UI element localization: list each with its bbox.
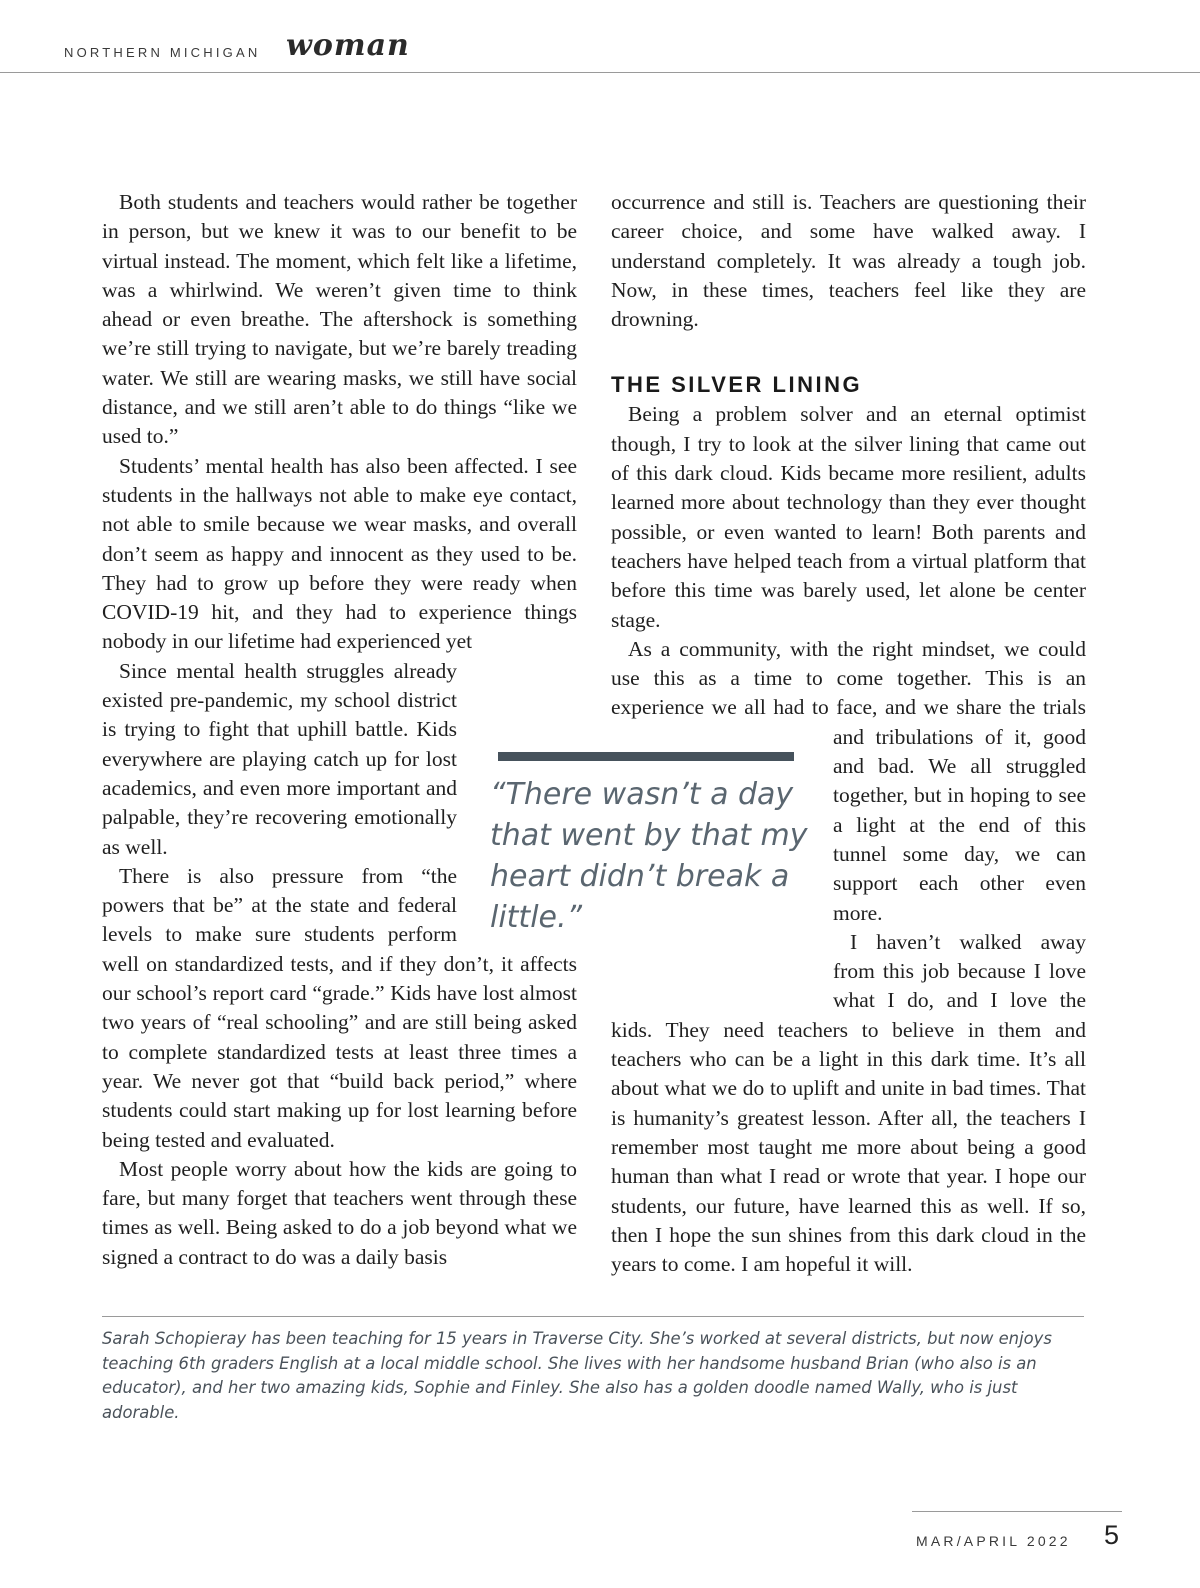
paragraph: Since mental health struggles already existed pre-pandemic, my school district is trying to fight that uphill battle. Kids everywhere are playing catch up for lost academics, and even more important and palpable, they’re recovering emotionally as well. (102, 657, 577, 862)
paragraph: Most people worry about how the kids are going to fare, but many forget that teachers went through these times as well. Being asked to do a job beyond what we signed a contract to do was a daily basis (102, 1156, 577, 1269)
page-header (0, 0, 1200, 73)
author-bio: Sarah Schopieray has been teaching for 15 years in Traverse City. She’s worked at several districts, but now enjoys teaching 6th graders English at a local middle school. She lives with her handsome husband Brian (who also is an educator), and her two amazing kids, Sophie and Finley. She also has a golden doodle named Wally, who is just adorable. (102, 1329, 1052, 1422)
pull-quote: “There wasn’t a day that went by that my heart didn’t break a little.” (490, 777, 808, 935)
page-number: 5 (1104, 1520, 1120, 1550)
paragraph: occurrence and still is. Teachers are questioning their career choice, and some have walked away. I understand completely. It was already a tough job. Now, in these times, teachers feel like they are drowning. (611, 190, 1086, 332)
article-column-right (611, 188, 1086, 1279)
paragraph: Both students and teachers would rather be together in person, but we knew it was to our benefit to be virtual instead. The moment, which felt like a lifetime, was a whirlwind. We weren’t given time to think ahead or even breathe. The aftershock is something we’re still trying to navigate, but we’re barely treading water. We still are wearing masks, we still have social distance, and we still aren’t able to do things “like we used to.” (102, 190, 577, 449)
paragraph: I haven’t walked away from this job because I love what I do, and I love the kids. They need teachers to believe in them and teachers who can be a light in this dark time. It’s all about what we do to uplift and unite in bad times. That is humanity’s greatest lesson. After all, the teachers I remember most taught me more about being a good human than what I read or wrote that year. I hope our students, our future, have learned this as well. If so, then I hope the sun shines from this dark cloud in the years to come. I am hopeful it will. (611, 929, 1086, 1277)
bio-divider (102, 1316, 1084, 1317)
pull-quote-rule (498, 752, 794, 761)
paragraph: As a community, with the right mindset, we could use this as a time to come together. This is an experience we all had to face, and we share the trials and tribulations of it, good and bad. We all struggled together, but in hoping to see a light at the end of this tunnel some day, we can support each other even more. (611, 635, 1086, 928)
footer-divider (912, 1511, 1122, 1512)
magazine-script-logo: woman (286, 28, 410, 63)
paragraph: Being a problem solver and an eternal optimist though, I try to look at the silver lining that came out of this dark cloud. Kids became more resilient, adults learned more about technology than they ever thought possible, or even wanted to learn! Both parents and teachers have helped teach from a virtual platform that before this time was barely used, let alone be center stage. (611, 402, 1086, 632)
paragraph: Students’ mental health has also been affected. I see students in the hallways not able to make eye contact, not able to smile because we wear masks, and overall don’t seem as happy and innocent as they used to be. They had to grow up before they were ready when COVID-19 hit, and they had to experience things nobody in our lifetime had experienced yet (102, 453, 577, 654)
section-heading: THE SILVER LINING (611, 372, 863, 398)
magazine-name: NORTHERN MICHIGAN (64, 45, 261, 60)
paragraph: There is also pressure from “the powers that be” at the state and federal levels to make sure students perform well on standardized tests, and if they don’t, it affects our school’s report card “grade.” Kids have lost almost two years of “real schooling” and are still being asked to complete standardized tests at least three times a year. We never got that “build back period,” where students could start making up for lost learning before being tested and evaluated. (102, 863, 577, 1152)
issue-date: MAR/APRIL 2022 (916, 1533, 1071, 1549)
article-column-left (102, 188, 577, 1272)
